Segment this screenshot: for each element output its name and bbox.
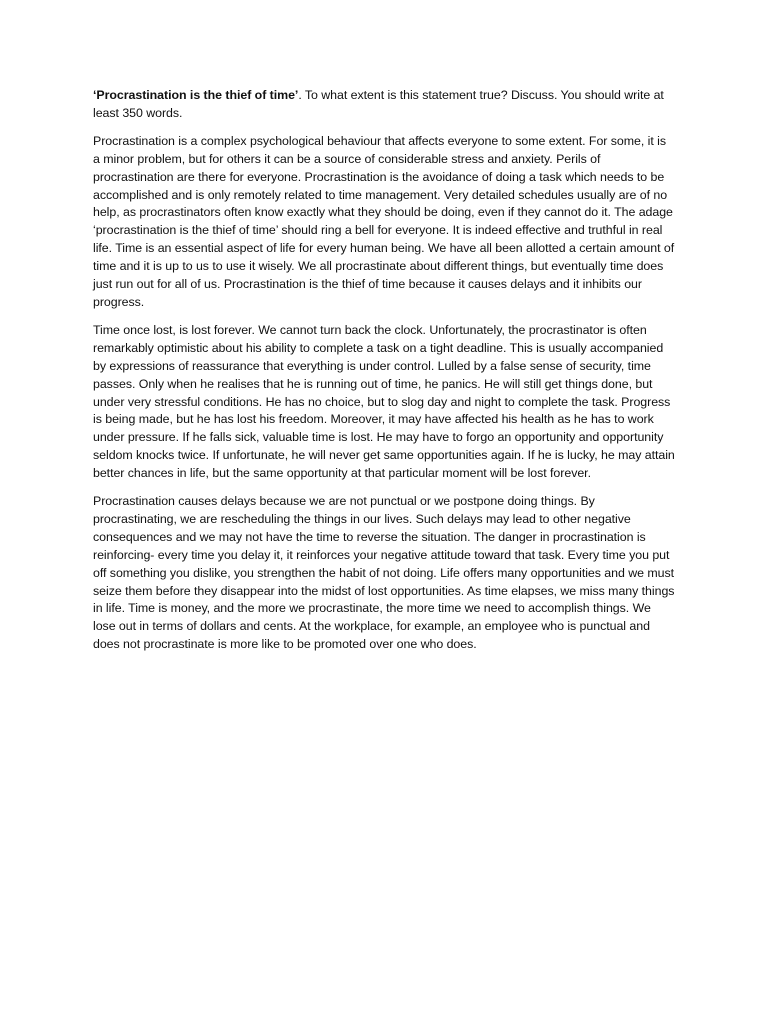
question-instructions: . To what extent is this statement true? Discuss. You should write at least 350 words.	[93, 88, 664, 120]
document-body	[93, 87, 675, 664]
paragraph-3: Procrastination causes delays because we are not punctual or we postpone doing things. By procrastinating, we are rescheduling the things in our lives. Such delays may lead to other negative consequences and we may not have the time to reverse the situation. The danger in procrastination is reinforcing- every time you delay it, it reinforces your negative attitude toward that task. Every time you put off something you dislike, you strengthen the habit of not doing. Life offers many opportunities and we must seize them before they disappear into the midst of lost opportunities. As time elapses, we miss many things in life. Time is money, and the more we procrastinate, the more time we need to accomplish things. We lose out in terms of dollars and cents. At the workplace, for example, an employee who is punctual and does not procrastinate is more like to be promoted over one who does.	[93, 494, 675, 652]
paragraph-2: Time once lost, is lost forever. We cannot turn back the clock. Unfortunately, the procrastinator is often remarkably optimistic about his ability to complete a task on a tight deadline. This is usually accompanied by expressions of reassurance that everything is under control. Lulled by a false sense of security, time passes. Only when he realises that he is running out of time, he panics. He will still get things done, but under very stressful conditions. He has no choice, but to slog day and night to complete the task. Progress is being made, but he has lost his freedom. Moreover, it may have affected his health as he has to work under pressure. If he falls sick, valuable time is lost. He may have to forgo an opportunity and opportunity seldom knocks twice. If unfortunate, he will never get same opportunities again. If he is lucky, he may attain better chances in life, but the same opportunity at that particular moment will be lost forever.	[93, 322, 675, 481]
question-quote: ‘Procrastination is the thief of time’	[93, 88, 299, 102]
paragraph-1: Procrastination is a complex psychological behaviour that affects everyone to some extent. For some, it is a minor problem, but for others it can be a source of considerable stress and anxiety. Perils of procrastination are there for everyone. Procrastination is the avoidance of doing a task which needs to be accomplished and is only remotely related to time management. Very detailed schedules usually are of no help, as procrastinators often know exactly what they should be doing, even if they cannot do it. The adage ‘procrastination is the thief of time’ should ring a bell for everyone. It is indeed effective and truthful in real life. Time is an essential aspect of life for every human being. We have all been allotted a certain amount of time and it is up to us to use it wisely. We all procrastinate about different things, but eventually time does just run out for all of us. Procrastination is the thief of time because it causes delays and it inhibits our progress.	[93, 133, 675, 309]
essay-question	[93, 87, 675, 123]
